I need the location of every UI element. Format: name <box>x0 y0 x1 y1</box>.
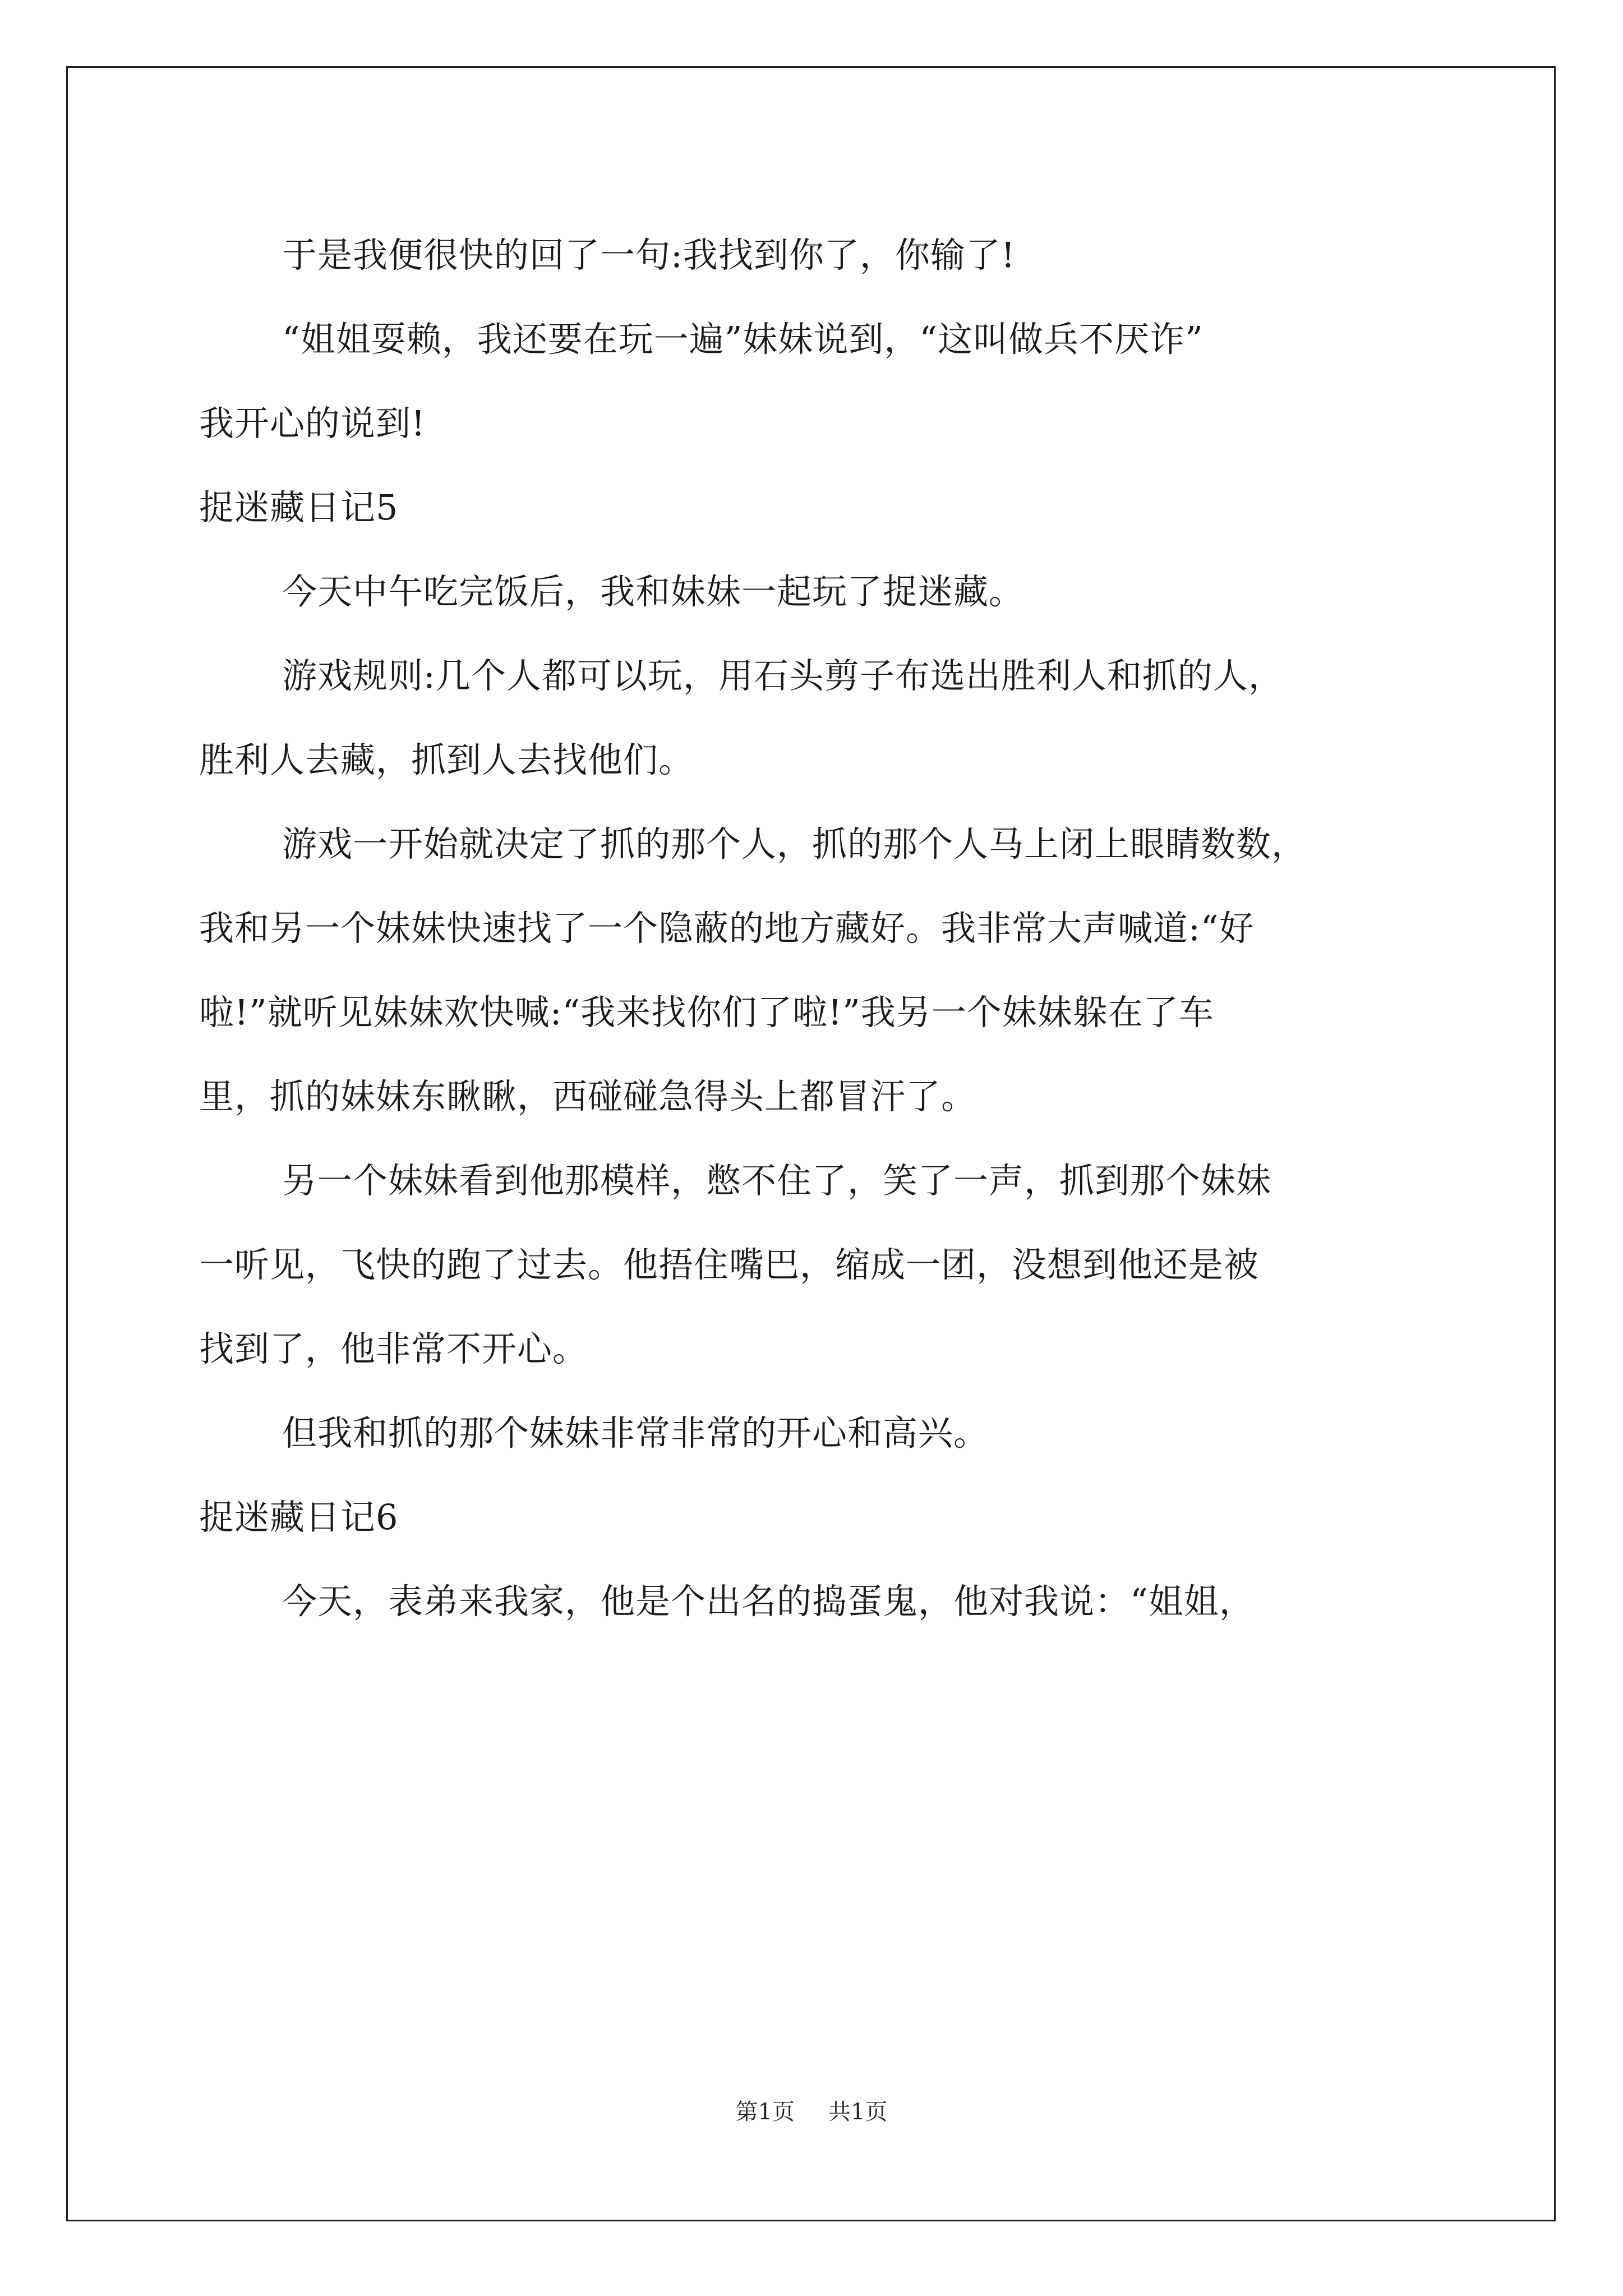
text-line: 于是我便很快的回了一句:我找到你了，你输了! <box>282 234 1016 275</box>
text-line: 今天中午吃完饭后，我和妹妹一起玩了捉迷藏。 <box>282 571 1025 612</box>
text-line: 里，抓的妹妹东瞅瞅，西碰碰急得头上都冒汗了。 <box>199 1076 977 1117</box>
text-line: 胜利人去藏，抓到人去找他们。 <box>199 739 694 780</box>
text-line: 我开心的说到! <box>199 403 426 444</box>
text-line: 游戏规则:几个人都可以玩，用石头剪子布选出胜利人和抓的人， <box>282 655 1284 696</box>
section-heading: 捉迷藏日记5 <box>199 487 399 528</box>
text-line: “姐姐耍赖，我还要在玩一遍”妹妹说到，“这叫做兵不厌诈” <box>282 319 1204 360</box>
page-number: 第1页 <box>735 2099 795 2125</box>
text-line: 但我和抓的那个妹妹非常非常的开心和高兴。 <box>282 1412 989 1453</box>
page-total: 共1页 <box>828 2099 888 2125</box>
document-body <box>199 213 1433 1644</box>
text-line: 游戏一开始就决定了抓的那个人，抓的那个人马上闭上眼睛数数， <box>282 823 1307 864</box>
text-line: 一听见，飞快的跑了过去。他捂住嘴巴，缩成一团，没想到他还是被 <box>199 1244 1260 1285</box>
text-line: 啦!”就听见妹妹欢快喊:“我来找你们了啦!”我另一个妹妹躲在了车 <box>199 992 1214 1033</box>
text-line: 找到了，他非常不开心。 <box>199 1328 588 1369</box>
text-line: 另一个妹妹看到他那模样，憋不住了，笑了一声，抓到那个妹妹 <box>282 1160 1272 1201</box>
page-footer <box>0 2095 1623 2129</box>
text-line: 今天，表弟来我家，他是个出名的捣蛋鬼，他对我说：“姐姐， <box>282 1581 1255 1622</box>
section-heading: 捉迷藏日记6 <box>199 1497 399 1538</box>
text-line: 我和另一个妹妹快速找了一个隐蔽的地方藏好。我非常大声喊道:“好 <box>199 908 1255 949</box>
